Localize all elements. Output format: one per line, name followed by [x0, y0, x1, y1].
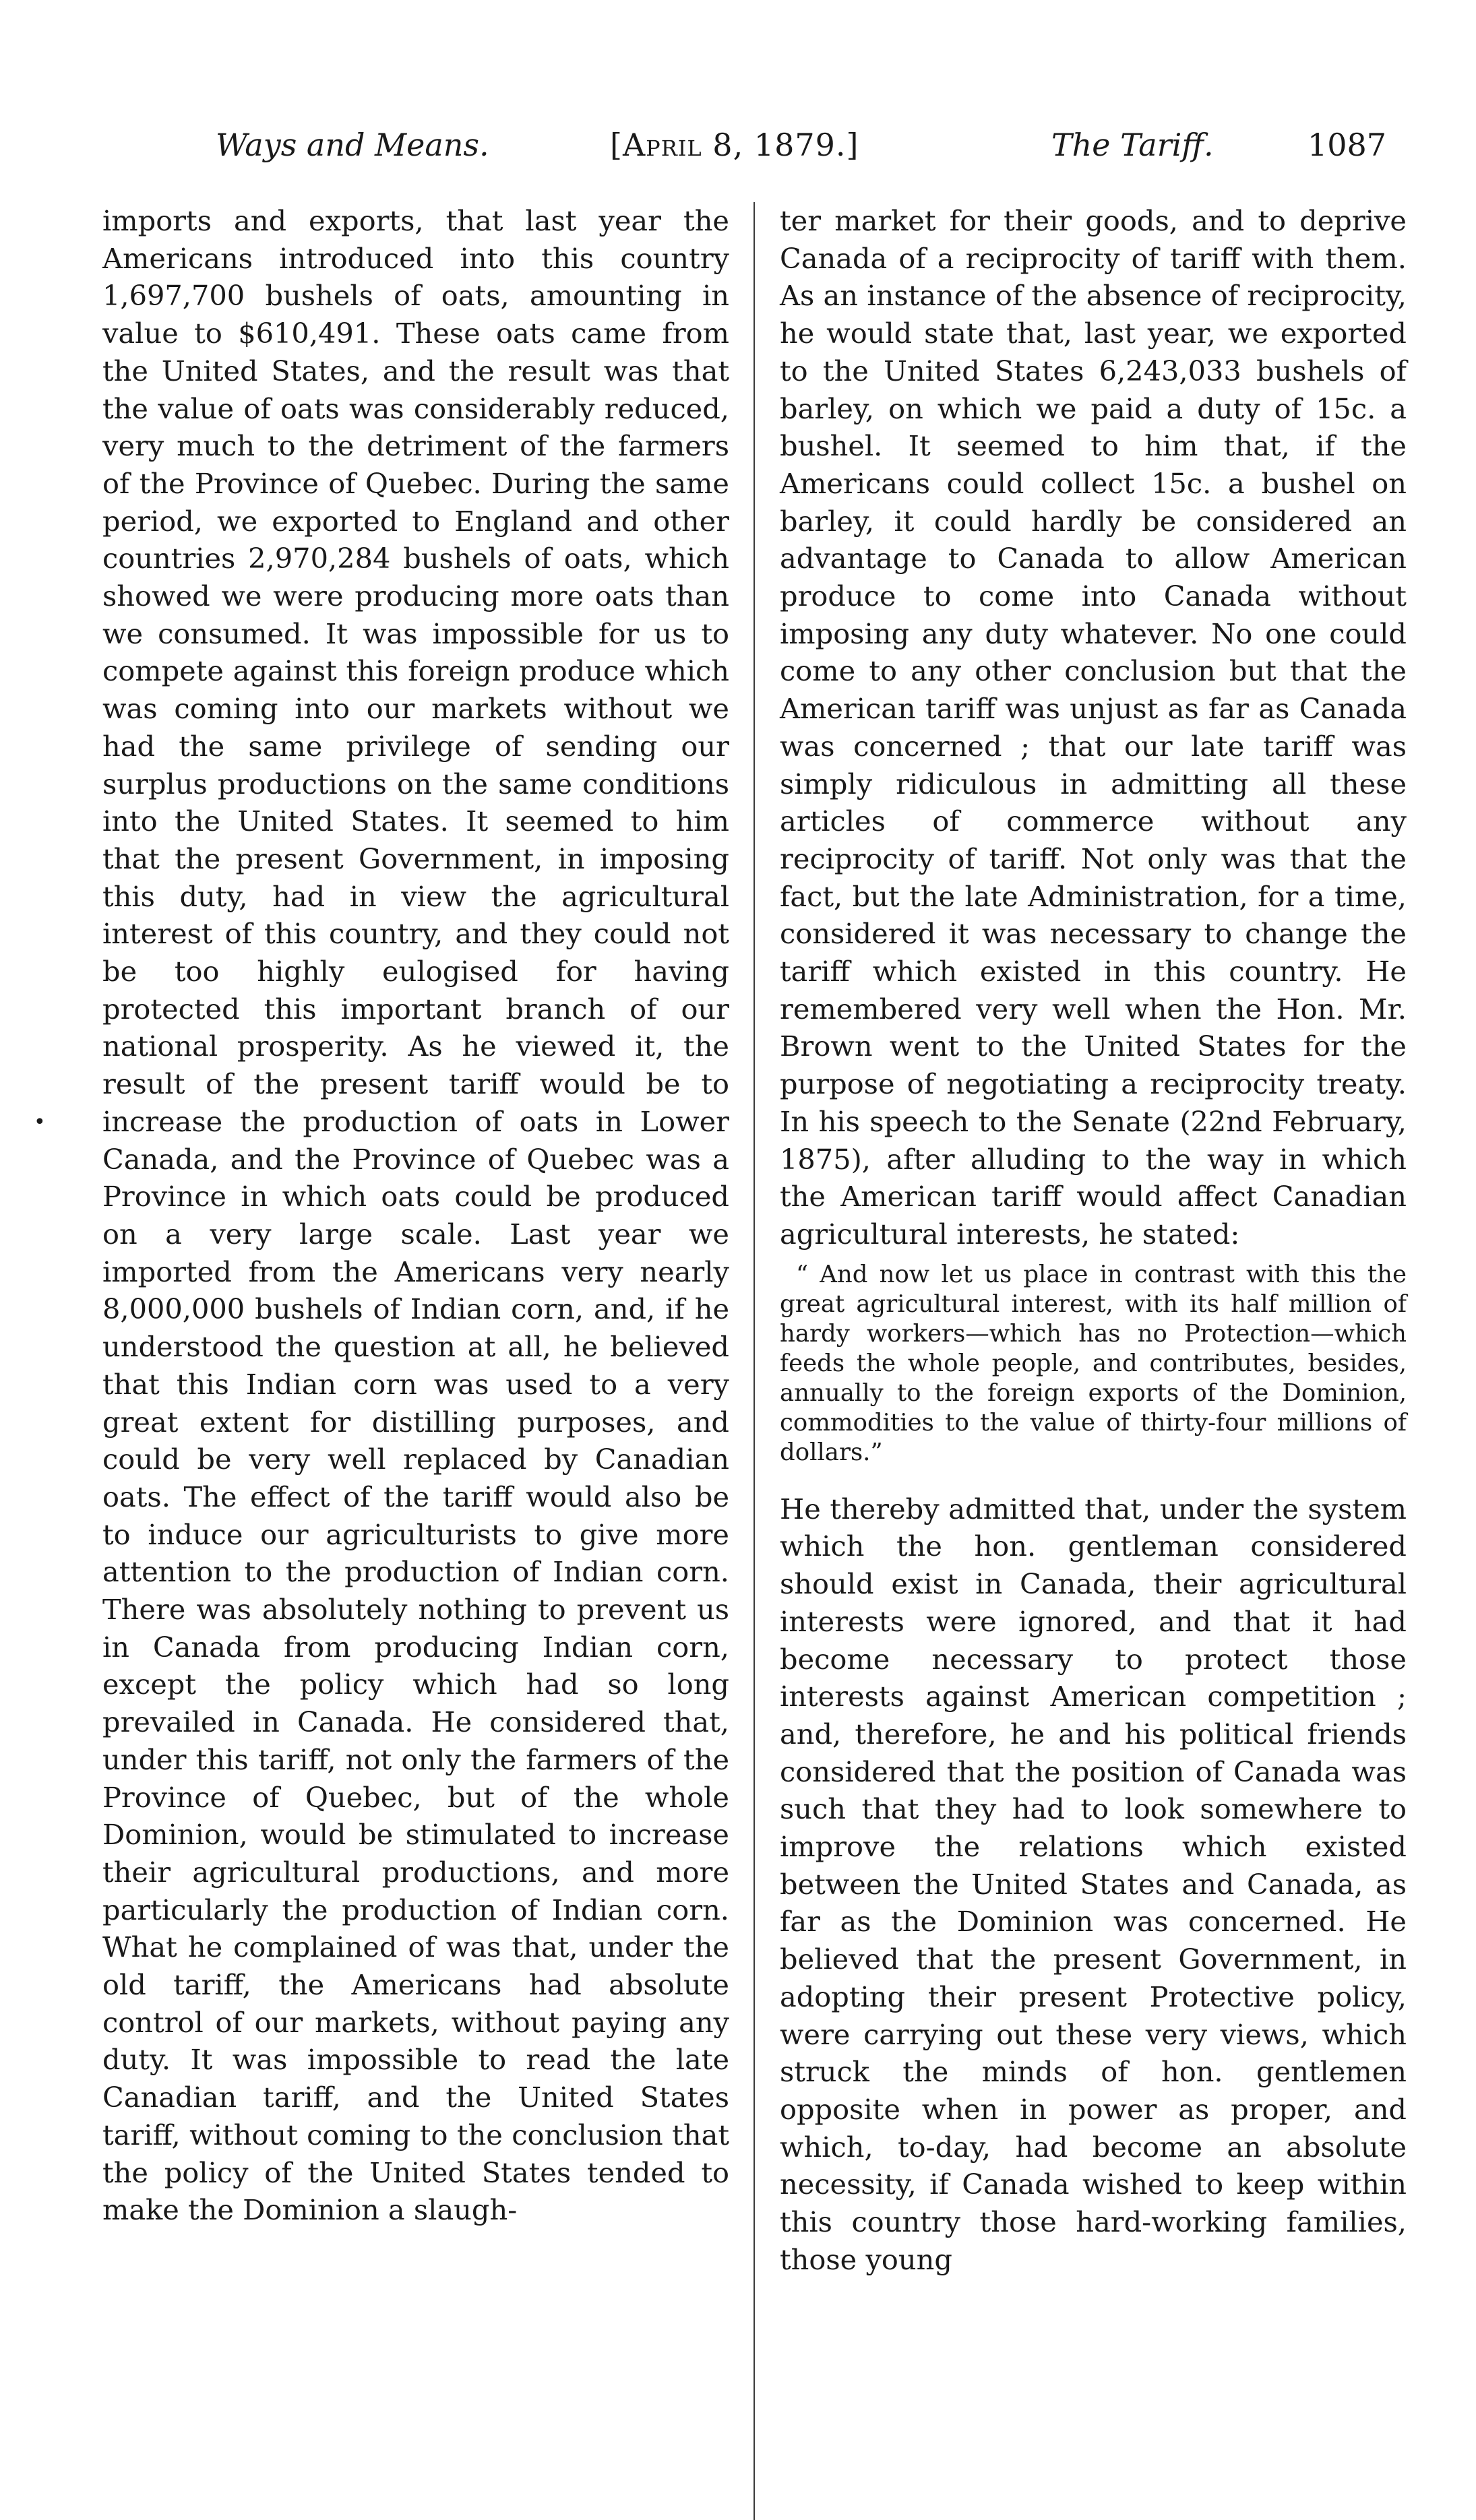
running-head-right: The Tariff. [1051, 127, 1214, 163]
date-text: [April 8, 1879.] [610, 127, 859, 163]
left-column-paragraph: imports and exports, that last year the Americans introduced into this country 1,697,700 bushels of oats, amounting in value to $610,491. These oats came from the United States, and the result was that the value of oats was considerably reduced, very much to the detriment of the farmers of the Province of Quebec. During the same period, we exported to England and other countries 2,970,284 bushels of oats, which showed we were producing more oats than we consumed. It was impossible for us to compete against this foreign produce which was coming into our markets without we had the same privilege of sending our surplus productions on the same conditions into the United States. It seemed to him that the present Government, in imposing this duty, had in view the agricultural interest of this country, and they could not be too highly eulogised for having protected this important branch of our national prosperity. As he viewed it, the result of the present tariff would be to increase the production of oats in Lower Canada, and the Province of Quebec was a Province in which oats could be produced on a very large scale. Last year we imported from the Americans very nearly 8,000,000 bushels of Indian corn, and, if he understood the question at all, he believed that this Indian corn was used to a very great extent for distilling purposes, and could be very well replaced by Canadian oats. The effect of the tariff would also be to induce our agriculturists to give more attention to the production of Indian corn. There was absolutely nothing to prevent us in Canada from producing Indian corn, except the policy which had so long prevailed in Canada. He considered that, under this tariff, not only the farmers of the Province of Quebec, but of the whole Dominion, would be stimulated to increase their agricultural productions, and more particularly the production of Indian corn. What he complained of was that, under the old tariff, the Americans had absolute control of our markets, without paying any duty. It was impossible to read the late Canadian tariff, and the United States tariff, without coming to the conclusion that the policy of the United States tended to make the Dominion a slaugh- [102, 204, 729, 2227]
running-head-left: Ways and Means. [216, 127, 489, 163]
running-head-date [610, 127, 859, 163]
right-column [780, 202, 1407, 2278]
column-divider [754, 202, 755, 2520]
right-column-paragraph-2: He thereby admitted that, under the system which the hon. gentleman considered should exist in Canada, their agricultural interests were ignored, and that it had become necessary to protect those interests against American competition ; and, therefore, he and his political friends considered that the position of Canada was such that they had to look somewhere to improve the relations which existed between the United States and Canada, as far as the Dominion was concerned. He believed that the present Government, in adopting their present Protective policy, were carrying out these very views, which struck the minds of hon. gentlemen opposite when in power as proper, and which, to-day, had become an absolute necessity, if Canada wished to keep within this country those hard-working families, those young [780, 1492, 1407, 2276]
running-header [101, 127, 1402, 174]
margin-mark: • [34, 1110, 46, 1134]
block-quote: “ And now let us place in contrast with this the great agricultural interest, with its half million of hardy workers—which has no Protection—which feeds the whole people, and contributes, besides, annually to the foreign exports of the Dominion, commodities to the value of thirty-four millions of dollars.” [780, 1260, 1407, 1466]
page-number: 1087 [1308, 127, 1387, 163]
left-column [102, 202, 729, 2229]
right-column-paragraph-1: ter market for their goods, and to deprive Canada of a reciprocity of tariff with them. As an instance of the absence of reciprocity, he would state that, last year, we exported to the United States 6,243,033 bushels of barley, on which we paid a duty of 15c. a bushel. It seemed to him that, if the Americans could collect 15c. a bushel on barley, it could hardly be considered an advantage to Canada to allow American produce to come into Canada without imposing any duty whatever. No one could come to any other conclusion but that the American tariff was unjust as far as Canada was concerned ; that our late tariff was simply ridiculous in admitting all these articles of commerce without any reciprocity of tariff. Not only was that the fact, but the late Administration, for a time, considered it was necessary to change the tariff which existed in this country. He remembered very well when the Hon. Mr. Brown went to the United States for the purpose of negotiating a reciprocity treaty. In his speech to the Senate (22nd February, 1875), after alluding to the way in which the American tariff would affect Canadian agricultural interests, he stated: [780, 204, 1407, 1251]
